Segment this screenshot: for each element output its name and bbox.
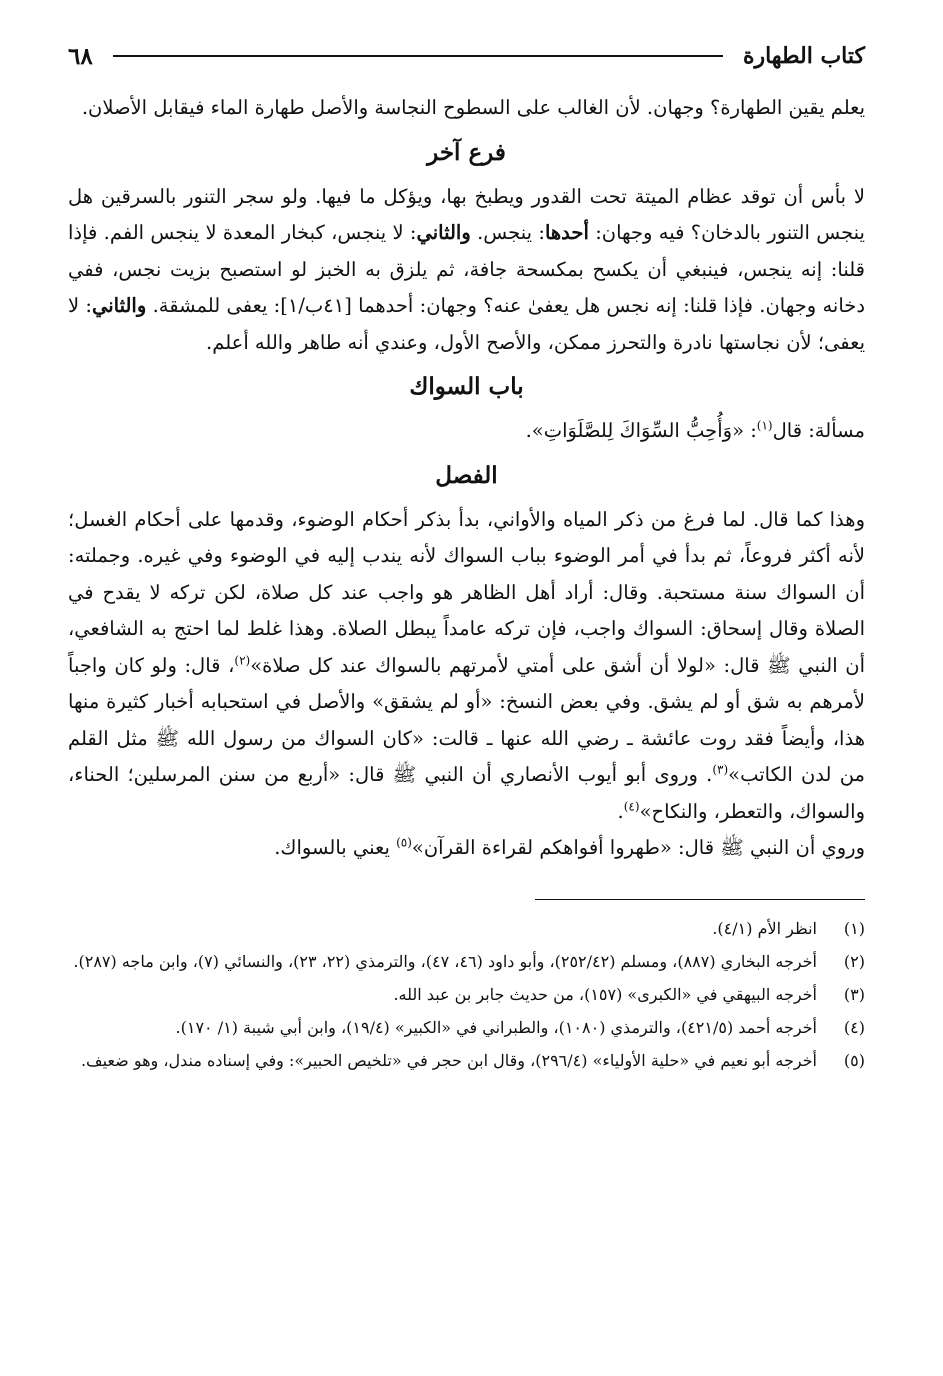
footnote-ref-3: (٣) [712,762,729,777]
closing-paragraph: وروي أن النبي ﷺ قال: «طهروا أفواهكم لقراءة القرآن»$^{(٥)}$ يعني بالسواك. [274,835,865,859]
book-page [68,30,865,1346]
label-first: أحدها [544,221,589,244]
header-rule [113,55,723,57]
footnotes [68,914,865,1075]
footnote-ref-4: (٤) [623,799,640,813]
issue-paragraph: مسألة: قال$^{(١)}$: «وَأُحِبُّ السِّوَاكَ لِلصَّلَوَاتِ». [525,418,865,442]
footnote-item: (٥) أخرجه أبو نعيم في «حلية الأولياء» (٢٩٦/٤)، وقال ابن حجر في «تلخيص الحبير»: وفي إسناده مندل، وهو ضعيف. [80,1050,865,1070]
chapter-heading-siwak: باب السواك [409,373,524,400]
footnote-divider [535,899,865,900]
section-heading-fasl: الفصل [435,461,498,489]
footnote-ref-5: (٥) [396,835,412,850]
footnote-ref-2: (٢) [234,653,251,667]
intro-paragraph: يعلم يقين الطهارة؟ وجهان. لأن الغالب على السطوح النجاسة والأصل طهارة الماء فيقابل الأصلان. [81,96,865,119]
book-title: كتاب الطهارة [742,43,865,69]
page-number: ٦٨ [68,42,93,70]
footnote-item: (٤) أخرجه أحمد (٤٢١/٥)، والترمذي (١٠٨٠)، والطبراني في «الكبير» (١٩/٤)، وابن أبي شيبة (١/ ١٧٠). [175,1017,865,1037]
label-second-2: والثاني [91,294,147,317]
footnote-item: (٣) أخرجه البيهقي في «الكبرى» (١٥٧)، من حديث جابر بن عبد الله. [393,984,865,1004]
section-heading-other-branch: فرع آخر [427,138,506,166]
page-header [68,30,865,82]
footnote-item: (٢) أخرجه البخاري (٨٨٧)، ومسلم (٢٥٢/٤٢)، وأبو داود (٤٦، ٤٧)، والترمذي (٢٢، ٢٣)، والنسائي (٧)، وابن ماجه (٢٨٧). [73,951,865,971]
footnote-ref-1: (١) [756,418,773,433]
fasl-paragraph: وهذا كما قال. لما فرغ من ذكر المياه والأواني، بدأ بذكر أحكام الوضوء، وقدمها على أحكام الغسل؛ لأنه أكثر فروعاً، ثم بدأ في أمر الوضوء بباب السواك لأنه يندب إليه في الوضوء وفي غيره. وجملته: أن السواك سنة مستحبة. وقال: أراد أهل الظاهر هو واجب عند كل صلاة، لكن تركه لا يقدح في الصلاة وقال إسحاق: السواك واجب، فإن تركه عامداً يبطل الصلاة. وهذا غلط لما احتج به الشافعي، أن النبي ﷺ قال: «لولا أن أشق على أمتي لأمرتهم بالسواك عند كل صلاة»$^{(٢)}$، قال: ولو كان واجباً لأمرهم به شق أو لم يشق. وفي بعض النسخ: «أو لم يشقق» والأصل في استحبابه أخبار كثيرة منها هذا، وأيضاً فقد روت عائشة ـ رضي الله عنها ـ قالت: «كان السواك من رسول الله ﷺ مثل القلم من لدن الكاتب»$^{(٣)}$. وروى أبو أيوب الأنصاري أن النبي ﷺ قال: «أربع من سنن المرسلين؛ الحناء، والسواك، والتعطر، والنكاح»$^{(٤)}$. [68,507,865,823]
footnote-item: (١) انظر الأم (٤/١). [712,918,865,938]
label-second: والثاني [416,221,471,244]
other-branch-paragraph: لا بأس أن توقد عظام الميتة تحت القدور ويطبخ بها، ويؤكل ما فيها. ولو سجر التنور بالسرقين هل ينجس التنور بالدخان؟ فيه وجهان: أحدها: ينجس. والثاني: لا ينجس، كبخار المعدة لا ينجس الفم. فإذا قلنا: إنه ينجس، فينبغي أن يكسح بمكسحة جافة، ثم يلزق به الخبز لو استصبح بزيت نجس، ففي دخانه وجهان. فإذا قلنا: إنه نجس هل يعفىٰ عنه؟ وجهان: أحدهما [٤١ب/١]: يعفى للمشقة. والثاني: لا يعفى؛ لأن نجاستها نادرة والتحرز ممكن، والأصح الأول، وعندي أنه طاهر والله أعلم. [68,184,866,354]
